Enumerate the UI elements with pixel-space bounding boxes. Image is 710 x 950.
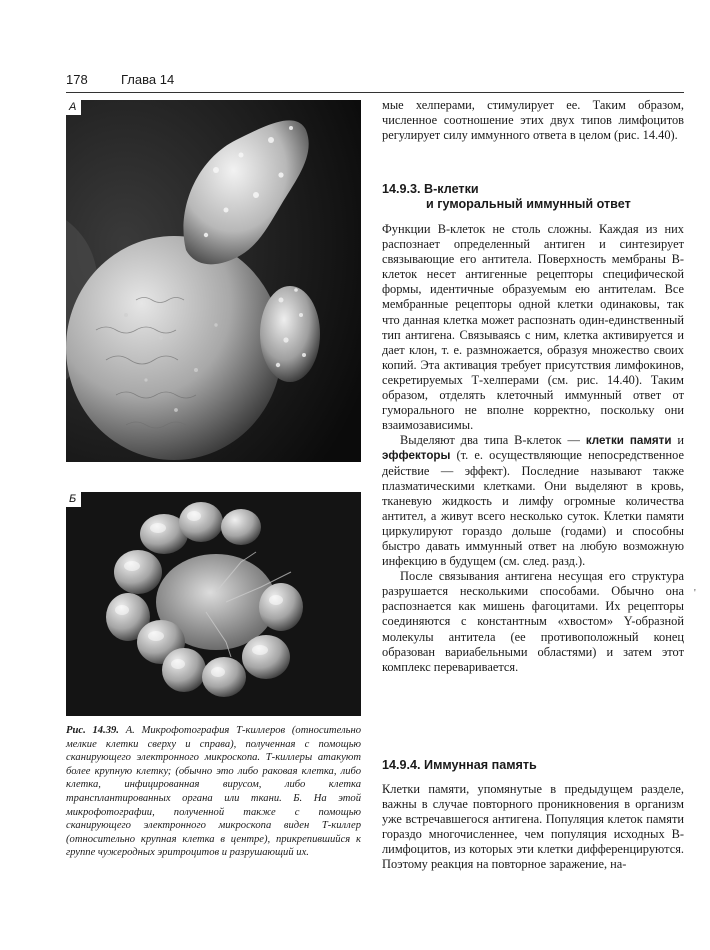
- micrograph-a: [66, 100, 361, 462]
- section-14-9-3-body: [382, 222, 684, 675]
- section-heading-14-9-4: [382, 758, 684, 773]
- paragraph-b-cells-2-post: (т. е. осуществляющие непосредственное действие — эффект). Последние называют также плазматическими клетками. Они выделяют в кровь, тканевую жидкость и лимфу огромные количества антител, а живут всего несколько суток. Клетки памяти циркулируют гораздо дольше (годами) и способны быстро давать иммунный ответ на любую возможную инфекцию в будущем (см. след. разд.).: [382, 448, 684, 569]
- micrograph-b: [66, 492, 361, 716]
- paragraph-b-cells-2-pre: Выделяют два типа В-клеток —: [400, 433, 586, 448]
- section-heading-14-9-3-line1: 14.9.3. В-клетки: [382, 182, 479, 196]
- panel-label-b: Б: [66, 492, 81, 507]
- figure-caption-text: А. Микрофотография Т-киллеров (относительно мелкие клетки сверху и справа), полученная с помощью сканирующего электронного микроскопа. Т-киллеры атакуют более крупную клетку; (обычно это либо раковая клетка, либо клетка, инфицированная вирусом, либо клетка трансплантированных органа или ткани. Б. На этой микрофотографии, полученной также с помощью сканирующего электронного микроскопа виден Т-киллер (относительно крупная клетка в центре), прикрепившийся к группе чужеродных эритроцитов и разрушающий их.: [66, 725, 361, 859]
- paragraph-b-cells-2: [382, 433, 684, 569]
- term-effectors: эффекторы: [382, 449, 451, 463]
- section-14-9-4-body: [382, 782, 684, 873]
- panel-label-a: А: [66, 100, 81, 115]
- paragraph-b-cells-3: После связывания антигена несущая его структура разрушается несколькими способами. Обычно она распознается как мишень фагоцитами. Их рецепторы соединяются с константным «хвостом» Y-образной молекулы антитела (ее противоположный конец образован вариабельными областями) и затем этот комплекс переваривается.: [382, 569, 684, 674]
- section-heading-14-9-3: [382, 182, 684, 212]
- paragraph-memory-1: Клетки памяти, упомянутые в предыдущем разделе, важны в случае повторного проникновения в организм уже встречавшегося антигена. Популяция клеток памяти гораздо многочисленнее, чем популяция исходных В-лимфоцитов, из которых эти клетки дифференцируются. Поэтому реакция на повторное заражение, на-: [382, 782, 684, 872]
- micrograph-a-image: [66, 100, 361, 462]
- micrograph-b-image: [66, 492, 361, 716]
- paragraph-b-cells-2-mid: и: [671, 433, 684, 448]
- page-number: 178: [66, 72, 88, 87]
- paragraph-intro-text: мые хелперами, стимулирует ее. Таким образом, численное соотношение этих двух типов лимфоцитов регулирует силу иммунного ответа в целом (рис. 14.40).: [382, 98, 684, 143]
- chapter-title: Глава 14: [121, 72, 175, 87]
- paragraph-b-cells-1: Функции В-клеток не столь сложны. Каждая из них распознает определенный антиген и синтезирует связывающие его антитела. Поверхность мембраны В-клеток несет антигенные рецепторы специфической формы, идентичные образуемым ею антителам. Все мембранные рецепторы одной клетки одинаковы, так что данная клетка может распознать один-единственный тип антигена. Связываясь с ним, клетка активируется и дает клон, т. е. размножается, образуя множество своих копий. Эта активация требует присутствия лимфокинов, секретируемых Т-хелперами (см. рис. 14.40). Таким образом, отделять клеточный иммунный ответ от гуморального не вполне корректно, поскольку они взаимозависимы.: [382, 222, 684, 433]
- term-memory-cells: клетки памяти: [585, 434, 672, 448]
- section-heading-14-9-3-line2: и гуморальный иммунный ответ: [426, 197, 631, 211]
- figure-caption: [66, 724, 361, 860]
- running-header: [66, 70, 684, 93]
- margin-mark: ': [694, 588, 696, 599]
- figure-caption-label: Рис. 14.39.: [66, 725, 119, 736]
- section-heading-14-9-4-text: 14.9.4. Иммунная память: [382, 758, 537, 772]
- paragraph-intro: [382, 98, 684, 143]
